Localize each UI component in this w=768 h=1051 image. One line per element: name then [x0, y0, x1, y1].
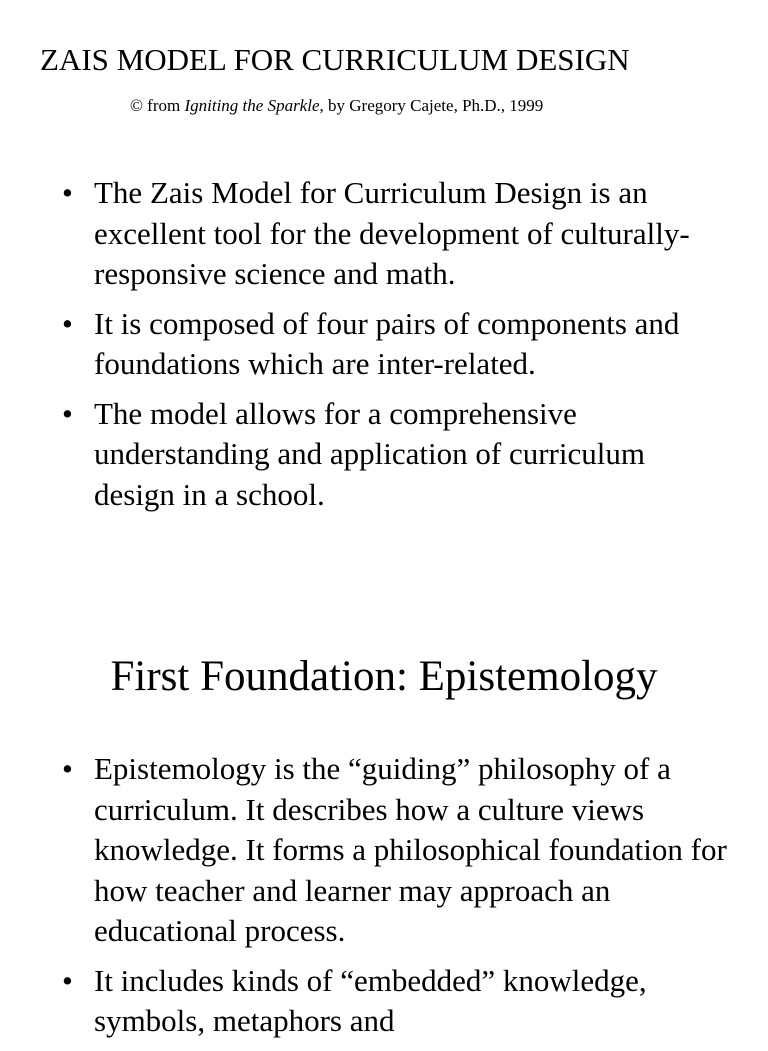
list-item — [62, 394, 732, 516]
bullet-list — [62, 173, 732, 524]
credit-book-title: Igniting the Sparkle — [184, 96, 320, 115]
bullet-list — [62, 749, 732, 1051]
bullet-text: The Zais Model for Curriculum Design is an excellent tool for the development of culturally-responsive science and math. — [94, 175, 690, 291]
page-title: ZAIS MODEL FOR CURRICULUM DESIGN — [40, 42, 630, 77]
bullet-text: It is composed of four pairs of components and foundations which are inter-related. — [94, 305, 680, 381]
bullet-text: The model allows for a comprehensive understanding and application of curriculum design in a school. — [94, 395, 645, 512]
bullet-marker: • — [62, 751, 73, 786]
list-item — [62, 304, 732, 385]
credit-prefix: © from — [130, 96, 185, 115]
list-item — [62, 173, 732, 295]
section-title: First Foundation: Epistemology — [110, 653, 658, 700]
credit-suffix: , by Gregory Cajete, Ph.D., 1999 — [319, 96, 544, 115]
slide-epistemology — [0, 640, 768, 1038]
bullet-marker: • — [62, 175, 73, 210]
bullet-marker: • — [62, 962, 73, 998]
bullet-text: Epistemology is the “guiding” philosophy of a curriculum. It describes how a culture views knowledge. It forms a philosophical foundation for how teacher and learner may approach an educational process. — [94, 751, 727, 948]
source-credit — [130, 95, 543, 117]
bullet-text: It includes kinds of “embedded” knowledge, symbols, metaphors and — [94, 962, 647, 1038]
bullet-marker: • — [62, 305, 73, 341]
list-item — [62, 961, 732, 1042]
bullet-marker: • — [62, 395, 73, 431]
list-item — [62, 749, 732, 952]
